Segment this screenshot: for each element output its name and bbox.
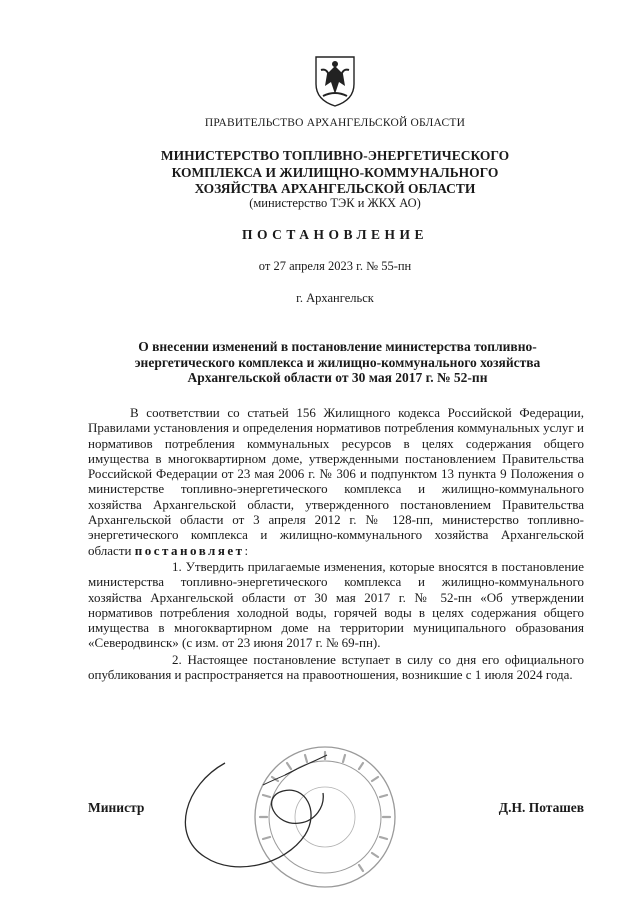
item-1-text: Утвердить прилагаемые изменения, которые вносятся в постановление министерства топливно-энергетического комплекса и жилищно-коммунального хозяйства Архангельской области от 30 мая 2017 г. № 52-пн «Об утверждении нормативов потребления холодной воды, горячей воды в целях содержания общего имущества в многоквартирном доме на территории муниципального образования «Северодвинск» (с изм. от 23 июня 2017 г. № 69-пн). [88, 558, 585, 651]
document-date-number: от 27 апреля 2023 г. № 55-пн [258, 259, 412, 273]
ministry-name [60, 148, 610, 198]
item-2-number: 2. [172, 651, 182, 667]
title-line: энергетического комплекса и жилищно-коммунального хозяйства [134, 354, 541, 370]
preamble-paragraph [88, 405, 584, 558]
ministry-line: МИНИСТЕРСТВО ТОПЛИВНО-ЭНЕРГЕТИЧЕСКОГО [160, 148, 510, 163]
item-1-number: 1. [172, 558, 182, 574]
document-type: ПОСТАНОВЛЕНИЕ [241, 227, 429, 242]
title-line: Архангельской области от 30 мая 2017 г. № 52-пн [187, 370, 488, 385]
resolve-colon: : [244, 542, 249, 558]
item-2-text: Настоящее постановление вступает в силу со дня его официального опубликования и распространяется на правоотношения, возникшие с 1 июля 2024 года. [88, 651, 584, 683]
document-city: г. Архангельск [296, 291, 374, 305]
ministry-line: ХОЗЯЙСТВА АРХАНГЕЛЬСКОЙ ОБЛАСТИ [194, 181, 476, 196]
ministry-line: КОМПЛЕКСА И ЖИЛИЩНО-КОММУНАЛЬНОГО [171, 164, 499, 180]
preamble-text: В соответствии со статьей 156 Жилищного кодекса Российской Федерации, Правилами установления и определения нормативов потребления коммунальных услуг и нормативов потребления коммунальных ресурсов в целях содержания общего имущества в многоквартирном доме, утвержденными постановлением Правительства Российской Федерации от 23 мая 2006 г. № 306 и подпунктом 13 пункта 9 Положения о министерстве топливно-энергетического комплекса и жилищно-коммунального хозяйства Архангельской области, утвержденного постановлением Правительства Архангельской области от 3 апреля 2012 г. № 128-пп, министерство топливно-энергетического комплекса и жилищно-коммунального хозяйства Архангельской области [88, 405, 584, 558]
government-name: ПРАВИТЕЛЬСТВО АРХАНГЕЛЬСКОЙ ОБЛАСТИ [204, 117, 466, 129]
title-line: О внесении изменений в постановление министерства топливно- [138, 339, 537, 354]
item-2-paragraph [88, 652, 584, 683]
signatory-name: Д.Н. Поташев [498, 800, 584, 815]
handwritten-signature [165, 745, 355, 885]
ministry-abbreviation: (министерство ТЭК и ЖКХ АО) [249, 196, 421, 210]
signatory-role: Министр [88, 800, 145, 815]
document-title [110, 339, 565, 386]
item-1-paragraph [88, 559, 584, 651]
document-body [88, 405, 584, 682]
resolve-word: постановляет [134, 542, 245, 558]
coat-of-arms-icon [313, 54, 357, 108]
